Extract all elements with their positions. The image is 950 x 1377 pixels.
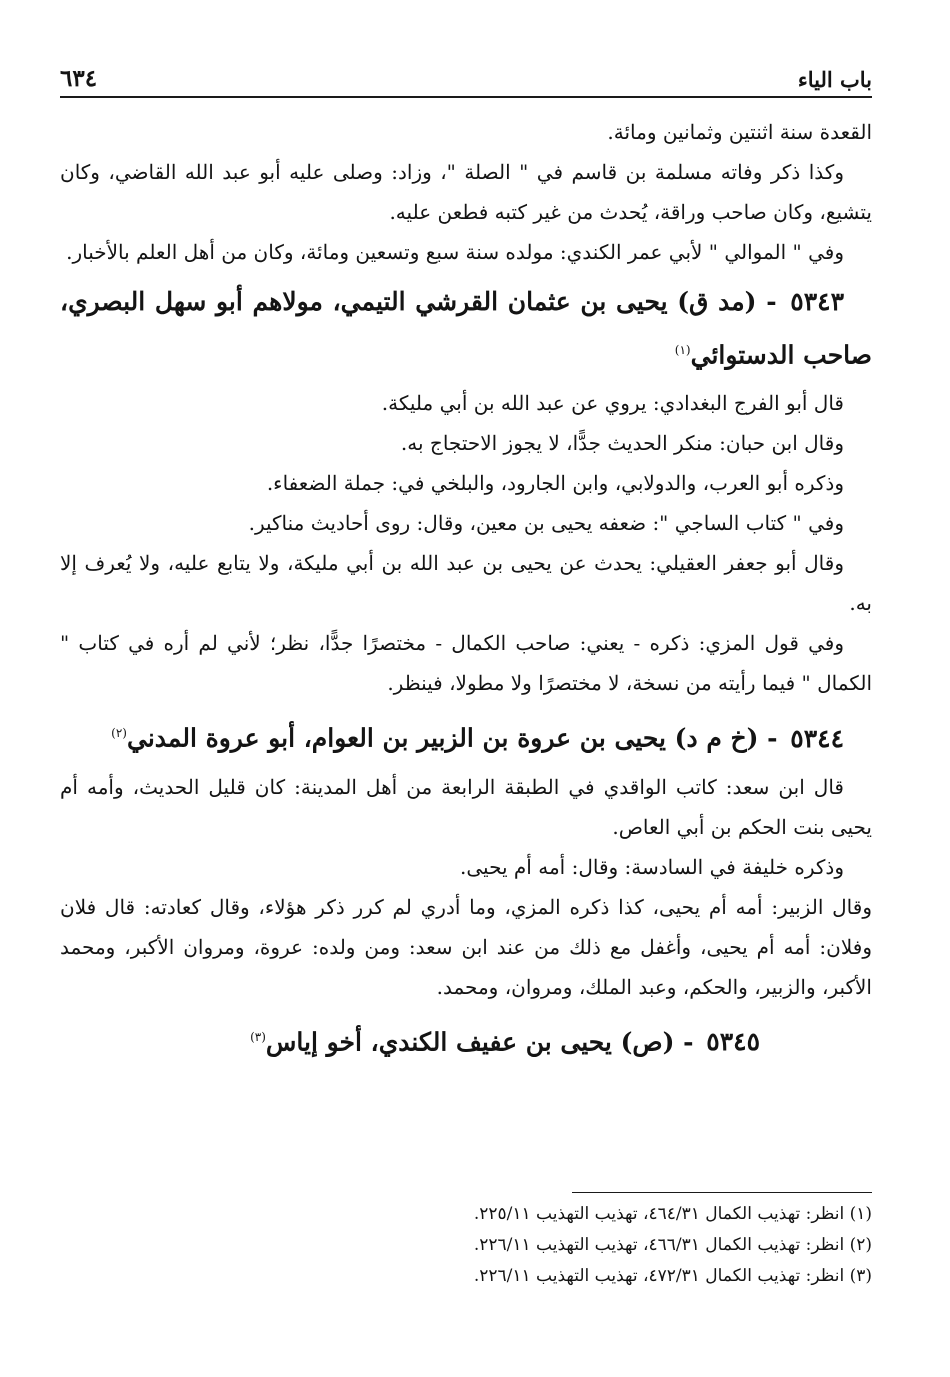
biography-entry-heading [60, 1013, 872, 1066]
paragraph: وقال ابن حبان: منكر الحديث جدًّا، لا يجوز الاحتجاج به. [400, 431, 844, 456]
entry-number: ٥٣٤٤ [790, 723, 844, 753]
footnote-marker: (٣) [250, 1029, 266, 1044]
entry-number: ٥٣٤٥ [706, 1026, 760, 1056]
biography-entry-heading [60, 709, 872, 762]
paragraph: قال أبو الفرج البغدادي: يروي عن عبد الله بن أبي مليكة. [381, 391, 844, 416]
paragraph: وذكره خليفة في السادسة: وقال: أمه أم يحيى. [460, 854, 844, 879]
biography-entry-heading [60, 278, 872, 379]
paragraph: وقال أبو جعفر العقيلي: يحدث عن يحيى بن عبد الله بن أبي مليكة، ولا يتابع عليه، ولا يُعرف إلا به. [60, 551, 872, 616]
paragraph: وقال الزبير: أمه أم يحيى، كذا ذكره المزي، وما أدري لم كرر ذكر هؤلاء، وقال كعادته: قال فلان وفلان: أمه أم يحيى، وأغفل مع ذلك من عند ابن سعد: ومن ولده: عروة، ومروان الأكبر، ومحمد الأكبر، والزبير، والحكم، وعبد الملك، ومروان، ومحمد. [60, 894, 872, 999]
chapter-title: باب الياء [797, 67, 872, 92]
footnote-separator [572, 1192, 872, 1193]
footnote: (١) انظر: تهذيب الكمال ٤٦٤/٣١، تهذيب التهذيب ٢٢٥/١١. [473, 1204, 872, 1224]
entry-title: - (خ م د) يحيى بن عروة بن الزبير بن العوام، أبو عروة المدني [126, 723, 778, 753]
page-number: ٦٣٤ [60, 65, 98, 92]
paragraph: وذكره أبو العرب، والدولابي، وابن الجارود، والبلخي في: جملة الضعفاء. [266, 471, 844, 496]
main-text [60, 112, 872, 1070]
entry-title: - (ص) يحيى بن عفيف الكندي، أخو إياس [265, 1026, 694, 1056]
entry-title: - (مد ق) يحيى بن عثمان القرشي التيمي، مولاهم أبو سهل البصري، صاحب الدستوائي [60, 287, 872, 370]
paragraph: قال ابن سعد: كاتب الواقدي في الطبقة الرابعة من أهل المدينة: كان قليل الحديث، وأمه أم يحيى بنت الحكم بن أبي العاص. [60, 774, 872, 839]
running-header [60, 50, 872, 98]
paragraph: القعدة سنة اثنتين وثمانين ومائة. [607, 120, 872, 144]
paragraph: وفي " الموالي " لأبي عمر الكندي: مولده سنة سبع وتسعين ومائة، وكان من أهل العلم بالأخبار. [66, 240, 844, 264]
paragraph: وفي " كتاب الساجي ": ضعفه يحيى بن معين، وقال: روى أحاديث مناكير. [248, 511, 844, 536]
book-page [60, 0, 872, 1377]
entry-number: ٥٣٤٣ [790, 287, 844, 316]
footnote-marker: (١) [674, 343, 691, 357]
paragraph: وكذا ذكر وفاته مسلمة بن قاسم في " الصلة "، وزاد: وصلى عليه أبو عبد الله القاضي، وكان يتشيع، وكان صاحب وراقة، يُحدث من غير كتبه فطعن عليه. [60, 160, 872, 224]
footnotes [60, 1192, 872, 1292]
footnote-marker: (٢) [111, 726, 127, 741]
paragraph: وفي قول المزي: ذكره - يعني: صاحب الكمال - مختصرًا جدًّا، نظر؛ لأني لم أره في كتاب " الكمال " فيما رأيته من نسخة، لا مختصرًا ولا مطولا، فينظر. [60, 631, 872, 696]
footnote: (٢) انظر: تهذيب الكمال ٤٦٦/٣١، تهذيب التهذيب ٢٢٦/١١. [473, 1235, 872, 1255]
footnote: (٣) انظر: تهذيب الكمال ٤٧٢/٣١، تهذيب التهذيب ٢٢٦/١١. [473, 1266, 872, 1286]
